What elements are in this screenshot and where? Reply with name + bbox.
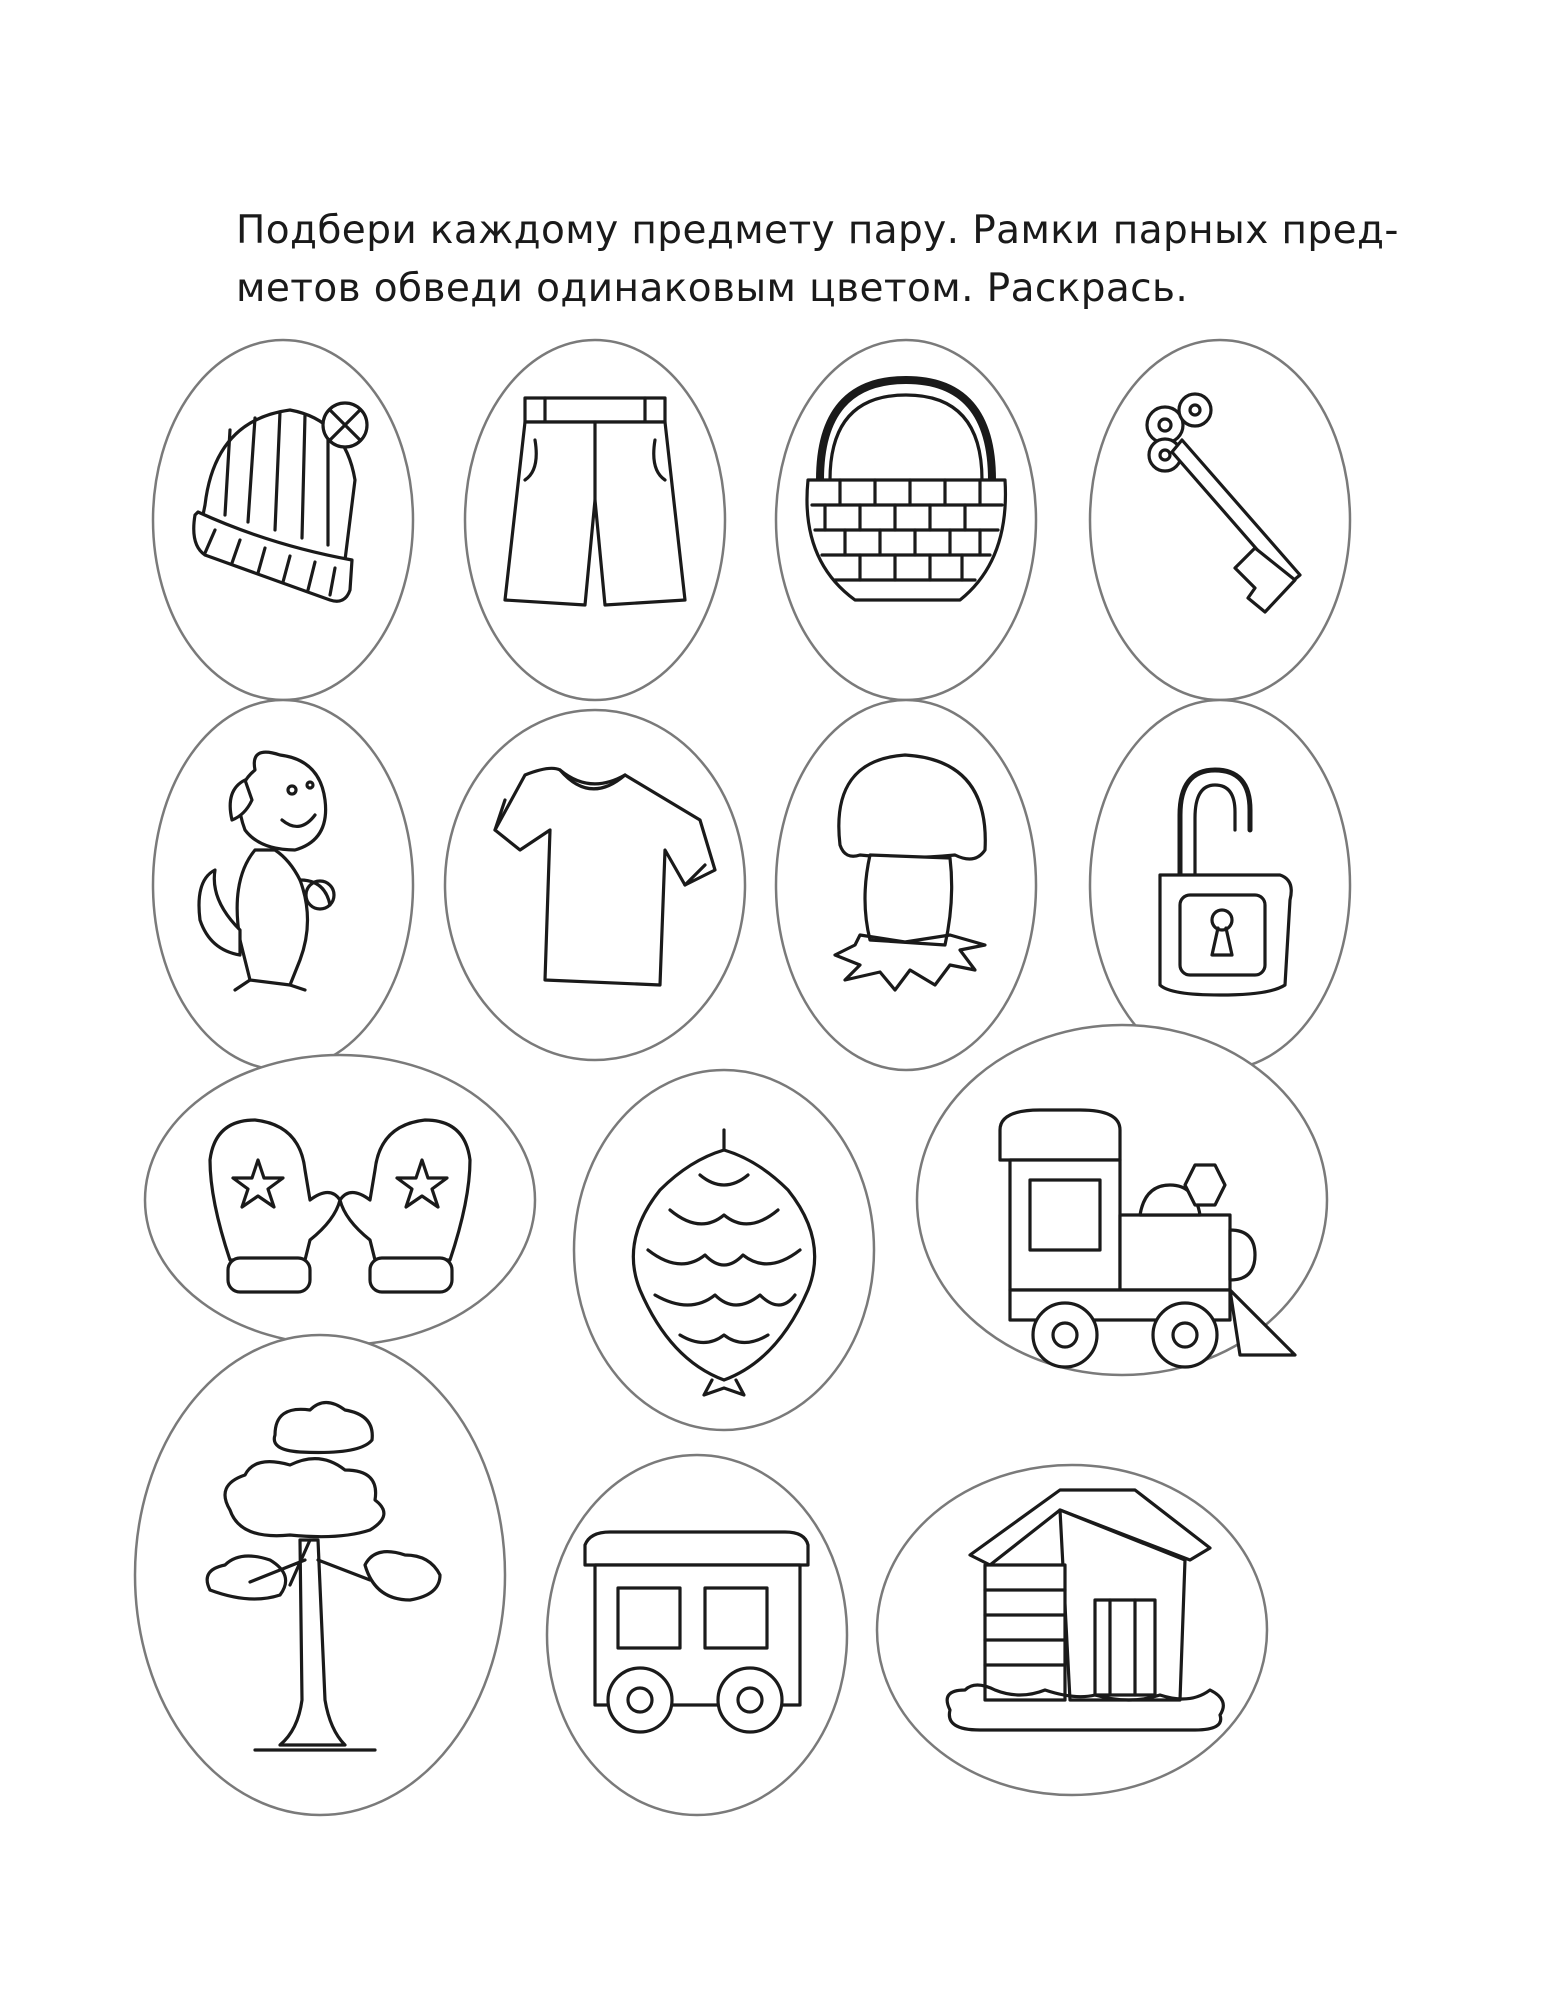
item-frame-key[interactable]: [1090, 340, 1350, 700]
item-frame-doghouse[interactable]: [877, 1465, 1267, 1795]
item-frame-hat[interactable]: [153, 340, 413, 700]
item-frame-basket[interactable]: [776, 340, 1036, 700]
item-frame-padlock[interactable]: [1090, 700, 1350, 1070]
item-frame-mushroom[interactable]: [776, 700, 1036, 1070]
item-frame-tshirt[interactable]: [445, 710, 745, 1060]
instruction-line-1: Подбери каждому предмету пару. Рамки парных пред-: [236, 208, 1399, 253]
train-wagon-icon: [585, 1532, 808, 1732]
item-frame-wagon[interactable]: [547, 1455, 847, 1815]
instruction-line-2: метов обведи одинаковым цветом. Раскрась.: [236, 266, 1189, 311]
item-frame-pine-cone[interactable]: [574, 1070, 874, 1430]
item-frame-shorts[interactable]: [465, 340, 725, 700]
item-frame-tree[interactable]: [135, 1335, 505, 1815]
item-frame-puppy[interactable]: [153, 700, 413, 1070]
item-frame-locomotive[interactable]: [917, 1025, 1327, 1375]
item-frame-mittens[interactable]: [145, 1055, 535, 1345]
